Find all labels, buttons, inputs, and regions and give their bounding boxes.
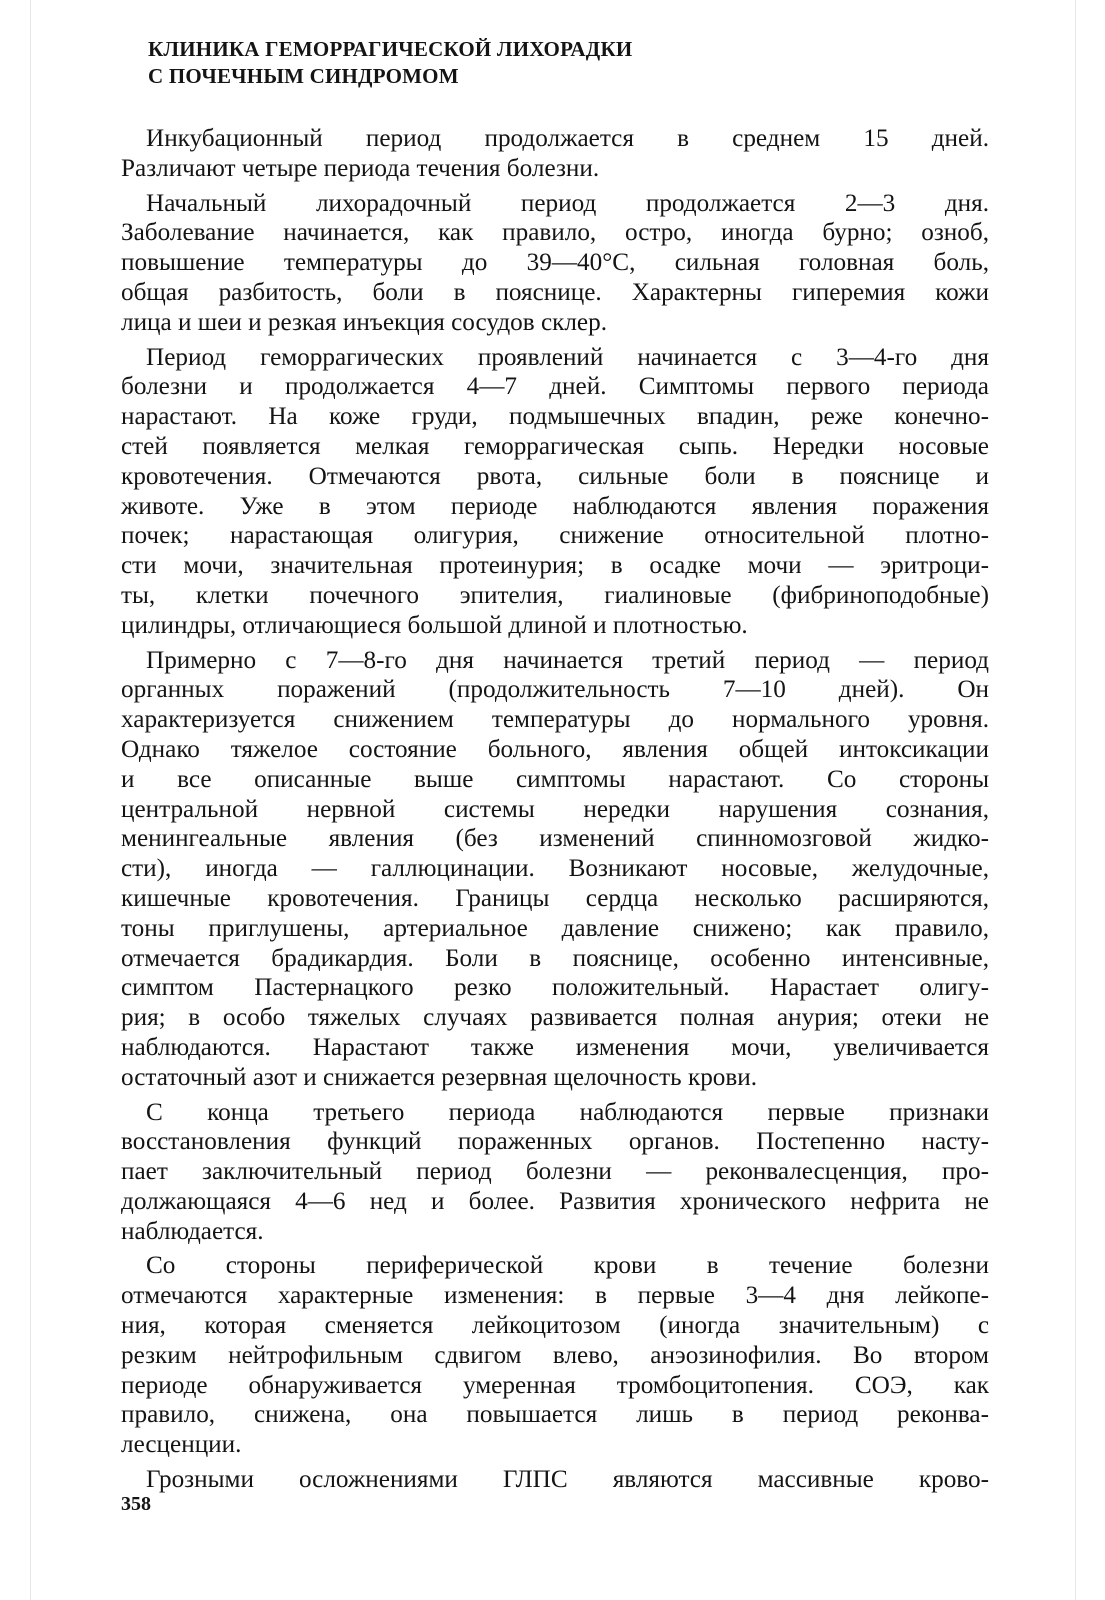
text-line: характеризуется снижением температуры до нормального уровня. xyxy=(121,706,989,734)
text-line: Однако тяжелое состояние больного, явления общей интоксикации xyxy=(121,735,989,763)
text-line: болезни и продолжается 4—7 дней. Симптомы первого периода xyxy=(121,373,989,401)
text-line: кровотечения. Отмечаются рвота, сильные боли в пояснице и xyxy=(121,462,989,490)
paragraph xyxy=(121,343,989,641)
text-line: кишечные кровотечения. Границы сердца несколько расширяются, xyxy=(121,884,989,912)
text-line: центральной нервной системы нередки нарушения сознания, xyxy=(121,795,989,823)
text-line: наблюдаются. Нарастают также изменения мочи, увеличивается xyxy=(121,1033,989,1061)
text-line: повышение температуры до 39—40°С, сильная головная боль, xyxy=(121,249,989,277)
text-line: рия; в особо тяжелых случаях развивается полная анурия; отеки не xyxy=(121,1004,989,1032)
text-line: остаточный азот и снижается резервная щелочность крови. xyxy=(121,1063,758,1091)
text-line: сти), иногда — галлюцинации. Возникают носовые, желудочные, xyxy=(121,855,989,883)
text-line: восстановления функций пораженных органов. Постепенно насту- xyxy=(121,1128,989,1156)
text-line: Примерно с 7—8-го дня начинается третий период — период xyxy=(146,646,989,674)
text-line: периоде обнаруживается умеренная тромбоцитопения. СОЭ, как xyxy=(121,1371,989,1399)
heading-line-1: КЛИНИКА ГЕМОРРАГИЧЕСКОЙ ЛИХОРАДКИ xyxy=(148,37,633,61)
text-line: тоны приглушены, артериальное давление снижено; как правило, xyxy=(121,914,989,942)
paragraph xyxy=(121,1098,989,1247)
text-line: Грозными осложнениями ГЛПС являются массивные крово- xyxy=(146,1466,989,1494)
text-line: Начальный лихорадочный период продолжается 2—3 дня. xyxy=(146,189,989,217)
text-line: животе. Уже в этом периоде наблюдаются явления поражения xyxy=(121,492,989,520)
text-line: отмечаются характерные изменения: в первые 3—4 дня лейкопе- xyxy=(121,1282,989,1310)
text-line: Со стороны периферической крови в течение болезни xyxy=(146,1252,989,1280)
text-line: Период геморрагических проявлений начинается с 3—4-го дня xyxy=(146,343,989,371)
text-line: Различают четыре периода течения болезни. xyxy=(121,154,600,182)
text-line: нарастают. На коже груди, подмышечных впадин, реже конечно- xyxy=(121,403,989,431)
text-line: симптом Пастернацкого резко положительный. Нарастает олигу- xyxy=(121,974,989,1002)
text-line: должающаяся 4—6 нед и более. Развития хронического нефрита не xyxy=(121,1187,989,1215)
text-line: стей появляется мелкая геморрагическая сыпь. Нередки носовые xyxy=(121,432,989,460)
text-line: органных поражений (продолжительность 7—10 дней). Он xyxy=(121,676,989,704)
text-line: и все описанные выше симптомы нарастают. Со стороны xyxy=(121,765,989,793)
text-line: ты, клетки почечного эпителия, гиалиновые (фибриноподобные) xyxy=(121,581,989,609)
text-line: Заболевание начинается, как правило, остро, иногда бурно; озноб, xyxy=(121,219,989,247)
text-line: цилиндры, отличающиеся большой длиной и плотностью. xyxy=(121,611,748,639)
paragraph xyxy=(121,1251,989,1460)
text-line: С конца третьего периода наблюдаются первые признаки xyxy=(146,1098,989,1126)
body-text xyxy=(121,124,989,1500)
page-edge-left xyxy=(30,0,31,1600)
paragraph xyxy=(121,189,989,338)
text-line: отмечается брадикардия. Боли в пояснице, особенно интенсивные, xyxy=(121,944,989,972)
paragraph xyxy=(121,646,989,1093)
text-line: лесценции. xyxy=(121,1431,242,1459)
text-line: правило, снижена, она повышается лишь в период реконва- xyxy=(121,1401,989,1429)
text-line: пает заключительный период болезни — реконвалесценция, про- xyxy=(121,1158,989,1186)
text-line: общая разбитость, боли в пояснице. Характерны гиперемия кожи xyxy=(121,278,989,306)
page-number: 358 xyxy=(121,1493,151,1515)
heading-line-2: С ПОЧЕЧНЫМ СИНДРОМОМ xyxy=(148,64,459,88)
text-line: почек; нарастающая олигурия, снижение относительной плотно- xyxy=(121,522,989,550)
text-line: лица и шеи и резкая инъекция сосудов склер. xyxy=(121,308,608,336)
text-line: Инкубационный период продолжается в среднем 15 дней. xyxy=(146,125,989,152)
section-heading xyxy=(148,36,948,90)
page-edge-right xyxy=(1075,0,1076,1600)
text-line: наблюдается. xyxy=(121,1217,264,1245)
text-line: ния, которая сменяется лейкоцитозом (иногда значительным) с xyxy=(121,1312,989,1340)
text-line: сти мочи, значительная протеинурия; в осадке мочи — эритроци- xyxy=(121,552,989,580)
paragraph xyxy=(121,1465,989,1495)
text-line: менингеальные явления (без изменений спинномозговой жидко- xyxy=(121,825,989,853)
text-line: резким нейтрофильным сдвигом влево, анэозинофилия. Во втором xyxy=(121,1341,989,1369)
paragraph xyxy=(121,124,989,184)
